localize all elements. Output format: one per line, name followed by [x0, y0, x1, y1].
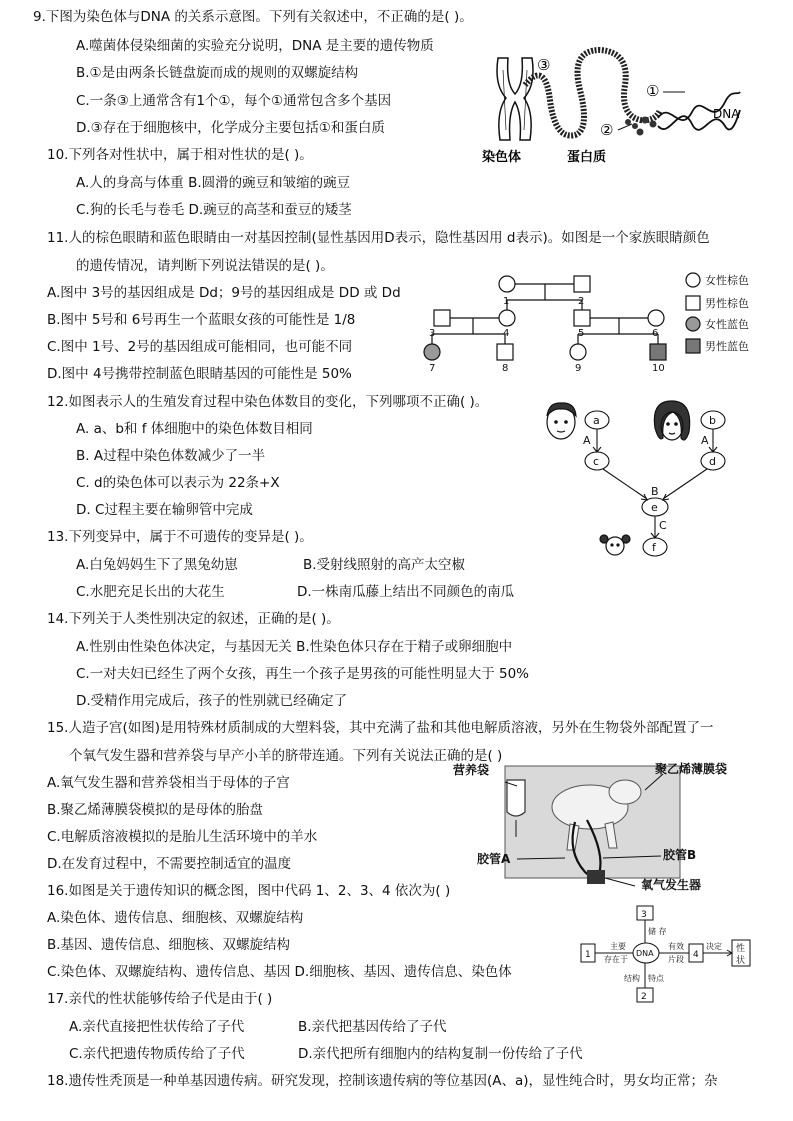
- process-b: B: [651, 485, 659, 498]
- pedigree-individual-5: [574, 310, 590, 326]
- chromosome-dna-figure: [470, 40, 760, 170]
- q17-option-d: D.亲代把所有细胞内的结构复制一份传给了子代: [298, 1046, 583, 1062]
- concept-feature: 特点: [648, 974, 664, 983]
- q16-option-a: A.染色体、遗传信息、细胞核、双螺旋结构: [47, 910, 304, 926]
- chromosome-shape: [497, 58, 533, 140]
- legend-male-brown: 男性棕色: [705, 297, 749, 310]
- node-b: b: [709, 414, 716, 427]
- q15-option-c: C.电解质溶液模拟的是胎儿生活环境中的羊水: [47, 829, 318, 845]
- q12-stem: 12.如图表示人的生殖发育过程中染色体数目的变化，下列哪项不正确( )。: [47, 394, 489, 410]
- q13-option-d: D.一株南瓜藤上结出不同颜色的南瓜: [297, 584, 515, 600]
- q13-option-c: C.水肥充足长出的大花生: [76, 584, 225, 600]
- female-face-icon: [654, 401, 689, 440]
- q12-option-c: C. d的染色体可以表示为 22条+X: [76, 475, 280, 491]
- genetics-concept-map: [575, 902, 765, 1004]
- q9-option-b: B.①是由两条长链盘旋而成的规则的双螺旋结构: [76, 65, 359, 81]
- chromosome-label: 染色体: [482, 150, 522, 165]
- pedigree-individual-6: [648, 310, 664, 326]
- pedigree-num-7: 7: [429, 363, 436, 374]
- concept-label-3: 3: [641, 910, 647, 920]
- concept-dna-text: DNA: [636, 949, 654, 958]
- concept-valid: 有效: [668, 942, 684, 951]
- legend-female-brown: 女性棕色: [705, 274, 749, 287]
- q17-option-b: B.亲代把基因传给了子代: [298, 1019, 447, 1035]
- pedigree-num-5: 5: [578, 328, 585, 339]
- q17-option-a: A.亲代直接把性状传给了子代: [69, 1019, 245, 1035]
- label-2: ②: [600, 121, 614, 139]
- q17-option-c: C.亲代把遗传物质传给了子代: [69, 1046, 245, 1062]
- concept-decide: 决定: [706, 942, 722, 951]
- pedigree-chart: [415, 270, 760, 378]
- legend-male-blue: 男性蓝色: [705, 340, 749, 353]
- q9-option-d: D.③存在于细胞核中，化学成分主要包括①和蛋白质: [76, 120, 385, 136]
- pedigree-individual-8: [497, 344, 513, 360]
- pedigree-individual-3: [434, 310, 450, 326]
- process-a-left: A: [583, 434, 591, 447]
- node-e: e: [651, 501, 658, 514]
- oxygen-generator-label: 氧气发生器: [641, 878, 702, 892]
- label-1: ①: [646, 82, 660, 100]
- oxygen-generator-box: [587, 870, 605, 884]
- tube-b-label: 胶管B: [663, 848, 697, 862]
- q12-option-d: D. C过程主要在输卵管中完成: [76, 502, 253, 518]
- q14-options-ab: A.性别由性染色体决定，与基因无关 B.性染色体只存在于精子或卵细胞中: [76, 639, 513, 655]
- q11-option-d: D.图中 4号携带控制蓝色眼睛基因的可能性是 50%: [47, 366, 352, 382]
- male-face-icon: [547, 403, 576, 439]
- q12-option-b: B. A过程中染色体数减少了一半: [76, 448, 266, 464]
- baby-face-icon: [600, 535, 630, 555]
- q16-option-b: B.基因、遗传信息、细胞核、双螺旋结构: [47, 937, 291, 953]
- pedigree-individual-1: [499, 276, 515, 292]
- protein-label: 蛋白质: [567, 150, 607, 165]
- concept-store: 储 存: [648, 927, 667, 936]
- q15-option-a: A.氧气发生器和营养袋相当于母体的子宫: [47, 775, 290, 791]
- q11-option-c: C.图中 1号、2号的基因组成可能相同，也可能不同: [47, 339, 353, 355]
- q11-option-b: B.图中 5号和 6号再生一个蓝眼女孩的可能性是 1/8: [47, 312, 356, 328]
- pedigree-num-6: 6: [652, 328, 659, 339]
- reproduction-flow-figure: [535, 398, 750, 568]
- q9-option-c: C.一条③上通常含有1个①，每个①通常包含多个基因: [76, 93, 392, 109]
- concept-main: 主要: [610, 942, 626, 951]
- q11-stem-line1: 11.人的棕色眼睛和蓝色眼睛由一对基因控制(显性基因用D表示，隐性基因用 d表示)。如图是一个家族眼睛颜色: [47, 230, 710, 246]
- concept-exist-in: 存在于: [604, 955, 628, 964]
- q11-stem-line2: 的遗传情况，请判断下列说法错误的是( )。: [76, 258, 334, 274]
- tube-a-label: 胶管A: [477, 852, 511, 866]
- pedigree-num-9: 9: [575, 363, 582, 374]
- concept-label-1: 1: [585, 950, 591, 960]
- pedigree-num-4: 4: [503, 328, 510, 339]
- artificial-womb-figure: [453, 762, 775, 892]
- nutrient-bag-label: 营养袋: [453, 763, 490, 777]
- legend-female-blue: 女性蓝色: [705, 318, 749, 331]
- concept-trait-1: 性: [736, 944, 746, 954]
- pedigree-individual-9: [570, 344, 586, 360]
- q12-option-a: A. a、b和 f 体细胞中的染色体数目相同: [76, 421, 313, 437]
- q15-option-d: D.在发育过程中，不需要控制适宜的温度: [47, 856, 292, 872]
- node-a: a: [593, 414, 600, 427]
- q10-stem: 10.下列各对性状中，属于相对性状的是( )。: [47, 147, 313, 163]
- q14-option-d: D.受精作用完成后，孩子的性别就已经确定了: [76, 693, 348, 709]
- q13-stem: 13.下列变异中，属于不可遗传的变异是( )。: [47, 529, 313, 545]
- q15-stem-line2: 个氧气发生器和营养袋与早产小羊的脐带连通。下列有关说法正确的是( ): [69, 748, 503, 764]
- pedigree-num-10: 10: [652, 363, 665, 374]
- q11-option-a: A.图中 3号的基因组成是 Dd；9号的基因组成是 DD 或 Dd: [47, 285, 401, 301]
- concept-segment: 片段: [668, 955, 684, 964]
- node-d: d: [709, 455, 716, 468]
- q16-options-cd: C.染色体、双螺旋结构、遗传信息、基因 D.细胞核、基因、遗传信息、染色体: [47, 964, 512, 980]
- q16-stem: 16.如图是关于遗传知识的概念图，图中代码 1、2、3、4 依次为( ): [47, 883, 451, 899]
- q10-options-cd: C.狗的长毛与卷毛 D.豌豆的高茎和蚕豆的矮茎: [76, 202, 352, 218]
- q14-option-c: C.一对夫妇已经生了两个女孩，再生一个孩子是男孩的可能性明显大于 50%: [76, 666, 530, 682]
- q13-option-b: B.受射线照射的高产太空椒: [303, 557, 466, 573]
- q14-stem: 14.下列关于人类性别决定的叙述，正确的是( )。: [47, 611, 340, 627]
- q9-stem: 9.下图为染色体与DNA 的关系示意图。下列有关叙述中，不正确的是( )。: [33, 9, 473, 25]
- q13-option-a: A.白兔妈妈生下了黑兔幼崽: [76, 557, 238, 573]
- concept-label-4: 4: [693, 950, 699, 960]
- pedigree-num-2: 2: [578, 296, 585, 307]
- concept-label-2: 2: [641, 992, 647, 1002]
- concept-trait-2: 状: [736, 956, 746, 966]
- pedigree-individual-4: [499, 310, 515, 326]
- pedigree-individual-10: [650, 344, 666, 360]
- film-bag-label: 聚乙烯薄膜袋: [655, 762, 728, 776]
- q9-option-a: A.噬菌体侵染细菌的实验充分说明，DNA 是主要的遗传物质: [76, 38, 434, 54]
- q10-options-ab: A.人的身高与体重 B.圆滑的豌豆和皱缩的豌豆: [76, 175, 351, 191]
- process-c: C: [659, 519, 667, 532]
- pedigree-num-8: 8: [502, 363, 509, 374]
- pedigree-num-3: 3: [429, 328, 436, 339]
- pedigree-individual-2: [574, 276, 590, 292]
- q15-option-b: B.聚乙烯薄膜袋模拟的是母体的胎盘: [47, 802, 264, 818]
- dna-label: DNA: [713, 107, 740, 121]
- q17-stem: 17.亲代的性状能够传给子代是由于( ): [47, 991, 273, 1007]
- node-f: f: [652, 541, 656, 554]
- pedigree-individual-7: [424, 344, 440, 360]
- pedigree-num-1: 1: [503, 296, 510, 307]
- concept-structure: 结构: [624, 974, 640, 983]
- node-c: c: [593, 455, 600, 468]
- q18-stem: 18.遗传性秃顶是一种单基因遗传病。研究发现，控制该遗传病的等位基因(A、a)，显性纯合时，男女均正常；杂: [47, 1073, 718, 1089]
- q15-stem-line1: 15.人造子宫(如图)是用特殊材质制成的大塑料袋，其中充满了盐和其他电解质溶液，另外在生物袋外部配置了一: [47, 720, 714, 736]
- process-a-right: A: [701, 434, 709, 447]
- label-3: ③: [537, 56, 551, 74]
